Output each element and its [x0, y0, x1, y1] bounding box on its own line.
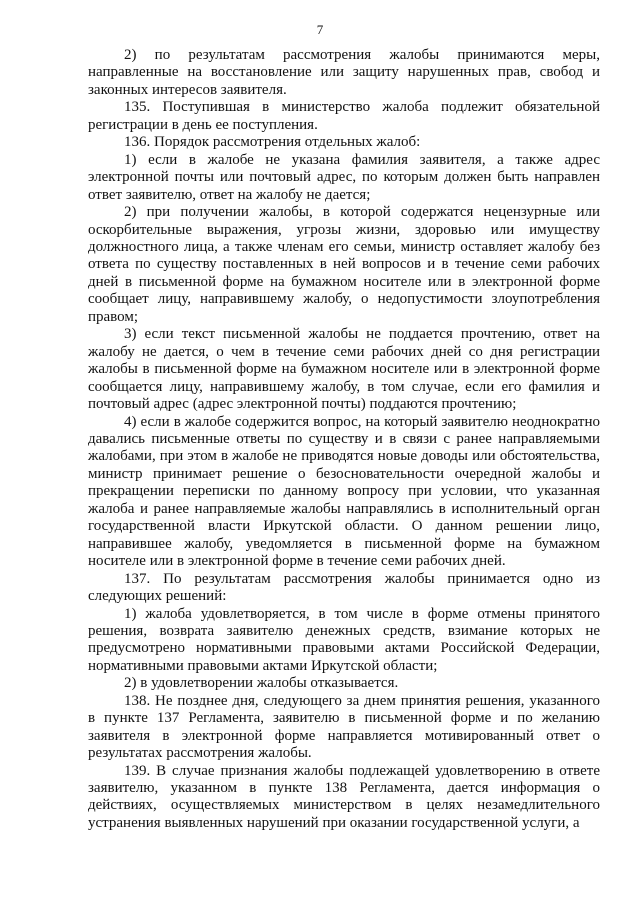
paragraph-137-item-1: 1) жалоба удовлетворяется, в том числе в форме отмены принятого решения, возврата заявителю денежных средств, взимание которых не предусмотрено нормативными правовыми актами Российской Федерации, нормативными правовыми актами Иркутской области; — [88, 605, 600, 674]
paragraph-139: 139. В случае признания жалобы подлежащей удовлетворению в ответе заявителю, указанном в пункте 138 Регламента, дается информация о действиях, осуществляемых министерством в целях незамедлительного устранения выявленных нарушений при оказании государственной услуги, а — [88, 762, 600, 831]
paragraph-136-heading: 136. Порядок рассмотрения отдельных жалоб: — [124, 134, 421, 151]
paragraph-136-item-4: 4) если в жалобе содержится вопрос, на который заявителю неоднократно давались письменные ответы по существу и в связи с ранее направляемыми жалобами, при этом в жалобе не приводятся новые доводы или обстоятельства, министр принимает решение о безосновательности очередной жалобы и прекращении переписки по данному вопросу при условии, что указанная жалоба и ранее направляемые жалобы направлялись в исполнительный орган государственной власти Иркутской области. О данном решении лицо, направившее жалобу, уведомляется в письменной форме на бумажном носителе или в электронной форме в течение семи рабочих дней. — [88, 413, 600, 570]
paragraph-137-heading: 137. По результатам рассмотрения жалобы принимается одно из следующих решений: — [88, 570, 600, 605]
paragraph-136-item-2: 2) при получении жалобы, в которой содержатся нецензурные или оскорбительные выражения, угрозы жизни, здоровью или имуществу должностного лица, а также членам его семьи, министр оставляет жалобу без ответа по существу поставленных в ней вопросов и в течение семи рабочих дней в письменной форме на бумажном носителе или в электронной форме сообщает лицу, направившему жалобу, о недопустимости злоупотребления правом; — [88, 204, 600, 325]
document-body — [88, 47, 600, 832]
page-number: 7 — [316, 22, 324, 37]
paragraph-138: 138. Не позднее дня, следующего за днем принятия решения, указанного в пункте 137 Регламента, заявителю в письменной форме и по желанию заявителя в электронной форме направляется мотивированный ответ о результатах рассмотрения жалобы. — [88, 692, 600, 762]
paragraph-136-item-3: 3) если текст письменной жалобы не поддается прочтению, ответ на жалобу не дается, о чем в течение семи рабочих дней со дня регистрации жалобы в письменной форме на бумажном носителе или в электронной форме сообщается лицу, направившему жалобу, в том случае, если его фамилия и почтовый адрес (адрес электронной почты) поддаются прочтению; — [88, 326, 600, 413]
paragraph-135-registration: 135. Поступившая в министерство жалоба подлежит обязательной регистрации в день ее поступления. — [88, 99, 600, 133]
paragraph-item-2-measures: 2) по результатам рассмотрения жалобы принимаются меры, направленные на восстановление или защиту нарушенных прав, свобод и законных интересов заявителя. — [88, 47, 600, 98]
paragraph-136-item-1: 1) если в жалобе не указана фамилия заявителя, а также адрес электронной почты или почтовый адрес, по которым должен быть направлен ответ заявителю, ответ на жалобу не дается; — [88, 151, 600, 203]
paragraph-137-item-2: 2) в удовлетворении жалобы отказывается. — [124, 675, 399, 692]
